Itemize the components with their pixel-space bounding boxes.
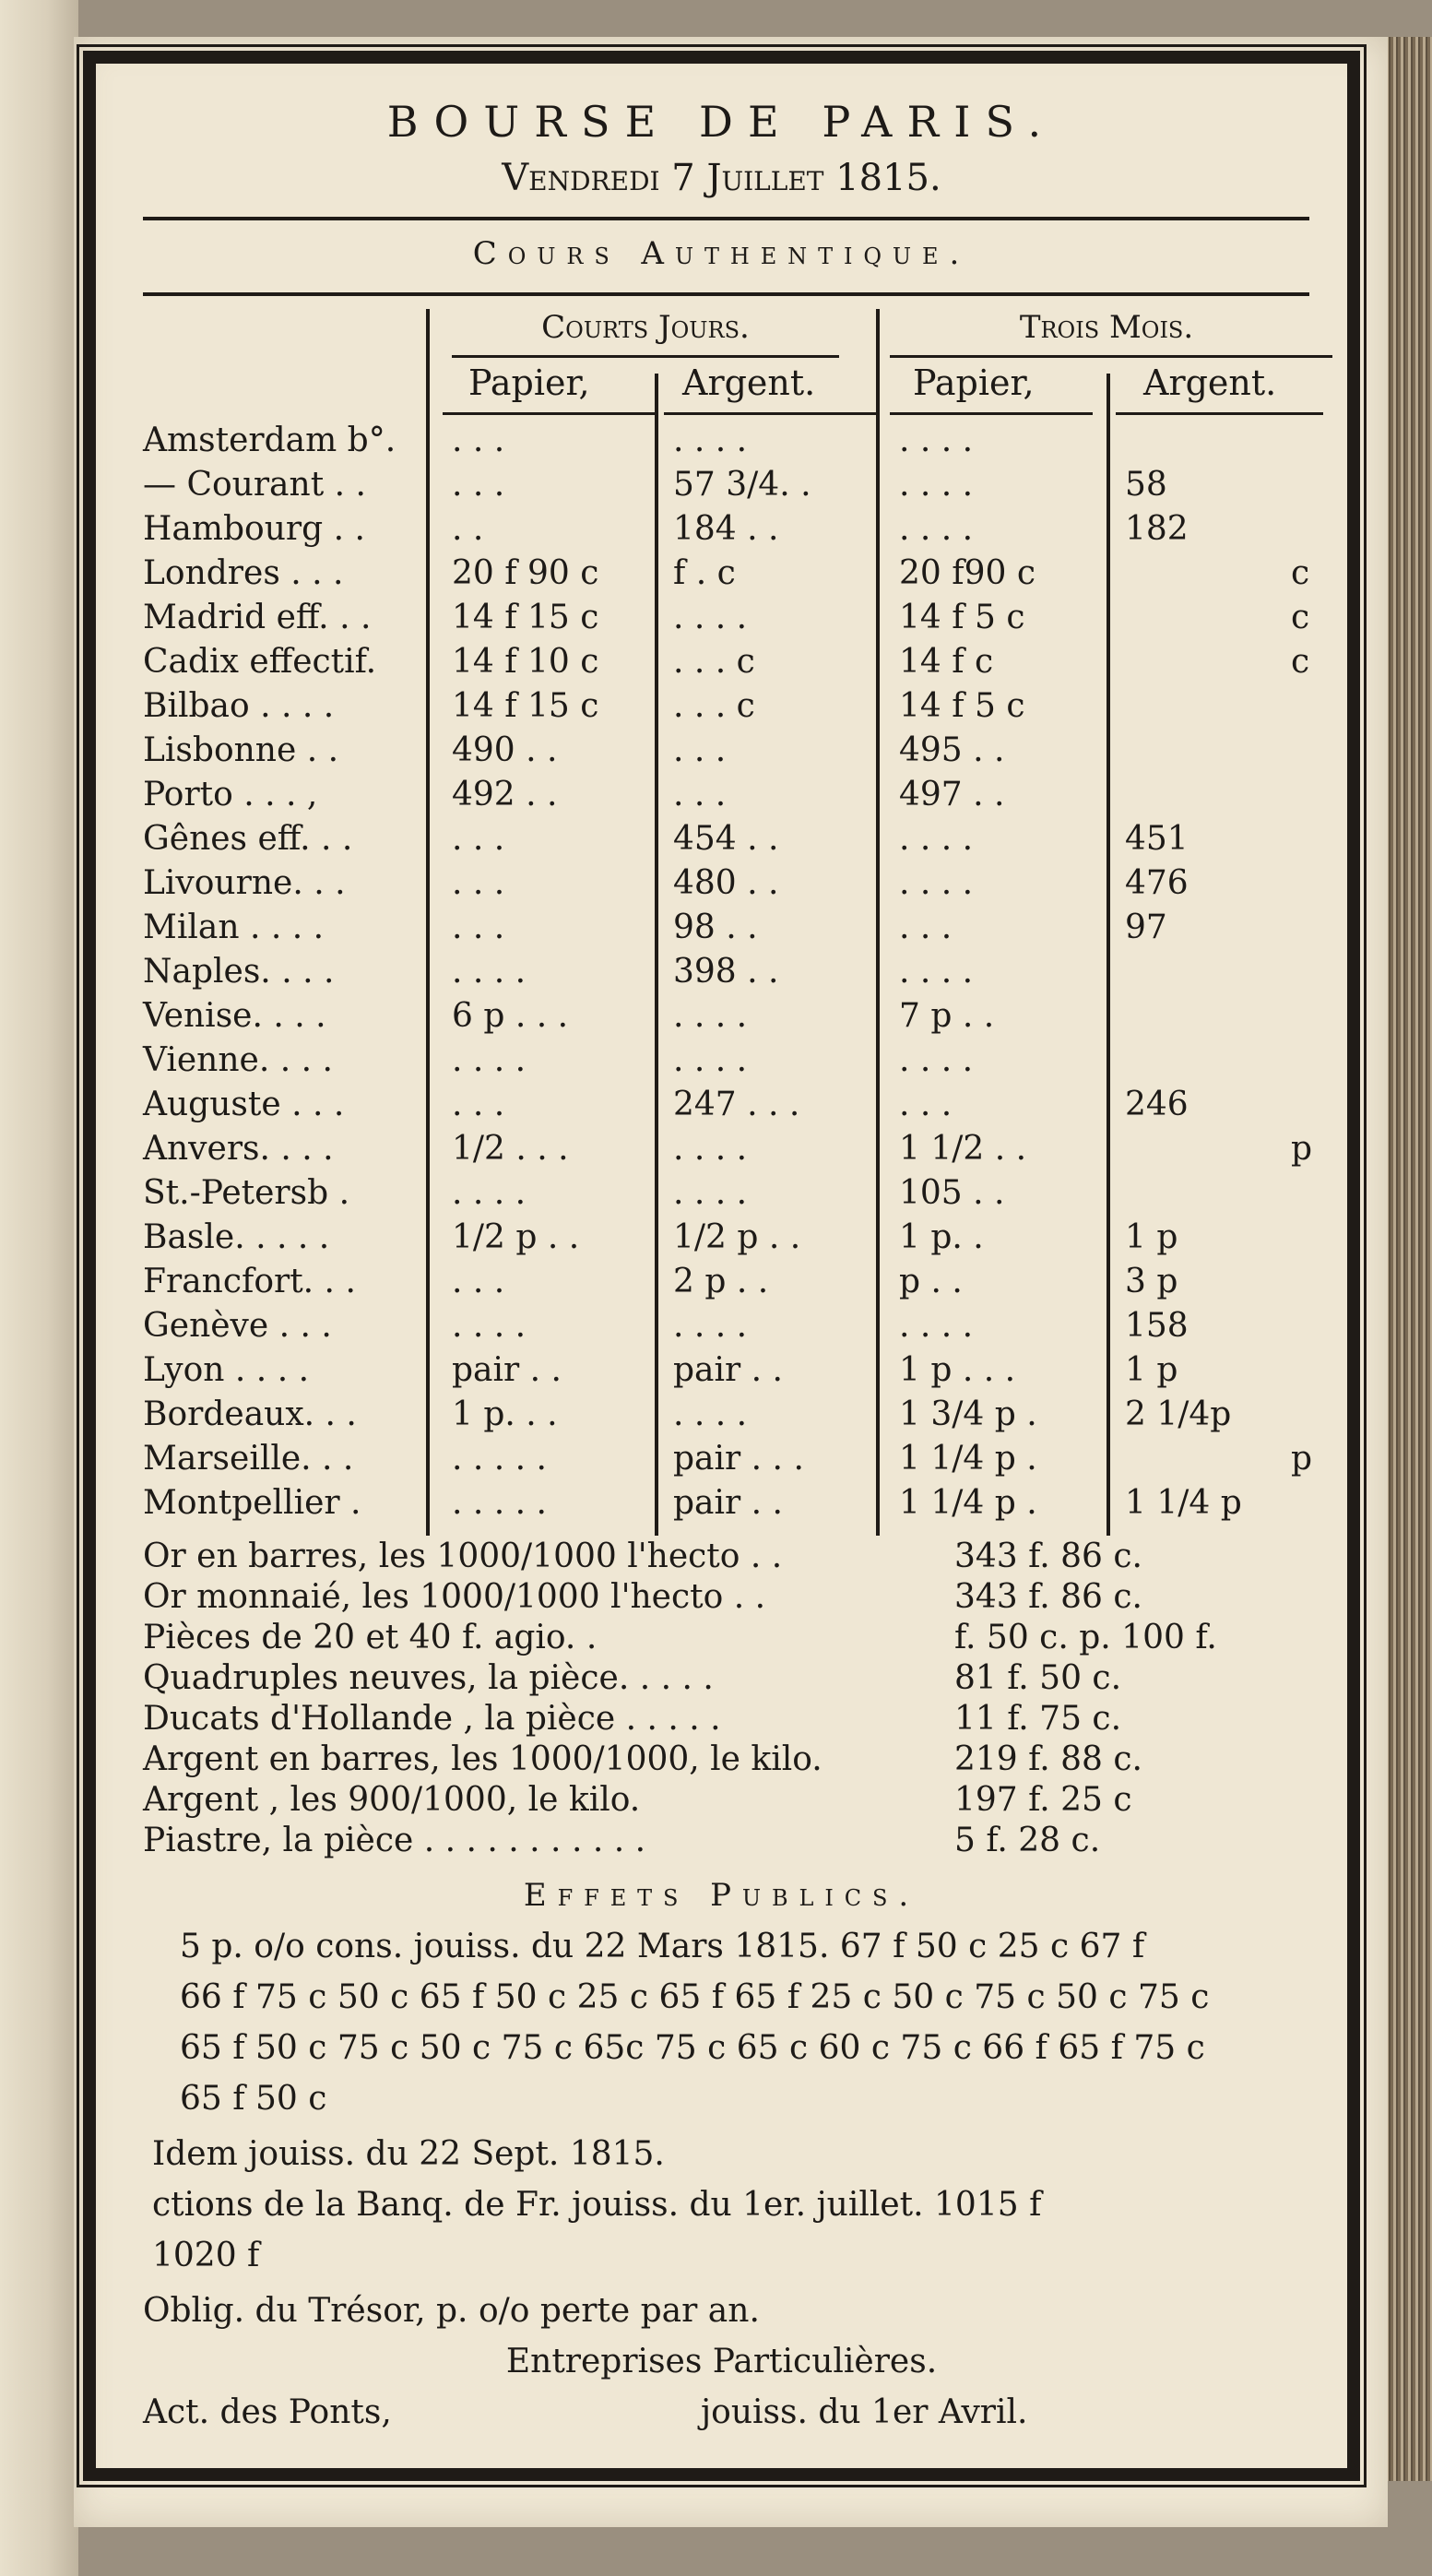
place-name: Hambourg . . xyxy=(143,510,365,548)
header-courts-jours: Courts Jours. xyxy=(541,309,750,346)
table-row xyxy=(111,597,1332,641)
rate-cj-papier: 14 f 10 c xyxy=(452,643,599,681)
metal-value: 343 f. 86 c. xyxy=(954,1578,1142,1616)
metal-label: Or en barres, les 1000/1000 l'hecto . . xyxy=(143,1537,783,1575)
rate-cj-argent: 1/2 p . . xyxy=(673,1218,801,1256)
place-name: Marseille. . . xyxy=(143,1440,354,1478)
place-name: Venise. . . . xyxy=(143,997,326,1035)
rate-cj-papier: . . . . xyxy=(452,1174,527,1212)
rate-cj-papier: 14 f 15 c xyxy=(452,599,599,636)
table-row xyxy=(111,1128,1332,1172)
rate-cj-argent: pair . . xyxy=(673,1351,784,1389)
rate-tm-argent: 58 xyxy=(1125,466,1167,504)
rate-tm-argent: p xyxy=(1291,1440,1313,1478)
rule-top xyxy=(143,217,1309,220)
page-date: Vendredi 7 Juillet 1815. xyxy=(502,157,941,199)
rate-tm-papier: . . . . xyxy=(899,1041,974,1079)
place-name: Amsterdam b°. xyxy=(143,421,396,459)
content xyxy=(111,78,1332,2458)
metal-label: Argent en barres, les 1000/1000, le kilo. xyxy=(143,1740,823,1778)
metal-value: 343 f. 86 c. xyxy=(954,1537,1142,1575)
table-row xyxy=(111,1482,1332,1526)
rate-cj-papier: 20 f 90 c xyxy=(452,554,599,592)
metal-value: 5 f. 28 c. xyxy=(954,1822,1101,1859)
table-row xyxy=(111,1261,1332,1305)
rate-cj-argent: 184 . . xyxy=(673,510,779,548)
table-row xyxy=(111,862,1332,907)
header-trois-mois: Trois Mois. xyxy=(1019,309,1194,346)
table-row xyxy=(111,508,1332,552)
entreprises-heading: Entreprises Particulières. xyxy=(505,2343,938,2380)
table-row xyxy=(111,1349,1332,1394)
rate-tm-papier: . . . . xyxy=(899,421,974,459)
rate-cj-papier: 1 p. . . xyxy=(452,1395,558,1433)
rate-cj-argent: 98 . . xyxy=(673,908,758,946)
effets-line: Idem jouiss. du 22 Sept. 1815. xyxy=(152,2135,665,2173)
place-name: Vienne. . . . xyxy=(143,1041,333,1079)
metal-label: Quadruples neuves, la pièce. . . . . xyxy=(143,1659,714,1697)
rate-tm-argent: 451 xyxy=(1125,820,1189,858)
rate-tm-argent: p xyxy=(1291,1130,1313,1168)
rate-tm-papier: . . . . xyxy=(899,510,974,548)
rate-cj-argent: . . . xyxy=(673,731,727,769)
ponts-label: Act. des Ponts, xyxy=(143,2393,392,2431)
rule-col-3 xyxy=(890,412,1093,415)
rate-tm-argent: c xyxy=(1291,643,1310,681)
place-name: Londres . . . xyxy=(143,554,344,592)
place-name: Bordeaux. . . xyxy=(143,1395,357,1433)
rate-tm-argent: 1 1/4 p xyxy=(1125,1484,1242,1522)
rate-cj-argent: . . . . xyxy=(673,1130,748,1168)
table-row xyxy=(111,1172,1332,1217)
table-row xyxy=(111,1394,1332,1438)
rate-tm-papier: 20 f90 c xyxy=(899,554,1036,592)
place-name: Lyon . . . . xyxy=(143,1351,310,1389)
rate-tm-papier: . . . . xyxy=(899,864,974,902)
table-row xyxy=(111,420,1332,464)
effets-line: 65 f 50 c 75 c 50 c 75 c 65c 75 c 65 c 60 c 75 c 66 f 65 f 75 c xyxy=(180,2029,1205,2067)
rate-cj-argent: 480 . . xyxy=(673,864,779,902)
rate-tm-argent: 158 xyxy=(1125,1307,1189,1345)
table-row xyxy=(111,685,1332,730)
rate-tm-papier: . . . . xyxy=(899,1307,974,1345)
metal-label: Ducats d'Hollande , la pièce . . . . . xyxy=(143,1700,721,1738)
table-row xyxy=(111,1084,1332,1128)
rate-tm-papier: . . . . xyxy=(899,466,974,504)
rate-tm-papier: . . . . xyxy=(899,953,974,991)
rate-cj-argent: 398 . . xyxy=(673,953,779,991)
place-name: Bilbao . . . . xyxy=(143,687,335,725)
brace-cj xyxy=(452,355,839,358)
rate-tm-papier: 1 1/2 . . xyxy=(899,1130,1027,1168)
metal-value: f. 50 c. p. 100 f. xyxy=(954,1619,1217,1656)
rate-tm-argent: 182 xyxy=(1125,510,1189,548)
rule-col-1 xyxy=(443,412,655,415)
rate-tm-papier: 1 1/4 p . xyxy=(899,1484,1037,1522)
place-name: Cadix effectif. xyxy=(143,643,377,681)
metal-label: Piastre, la pièce . . . . . . . . . . . xyxy=(143,1822,646,1859)
rate-tm-papier: 1 p . . . xyxy=(899,1351,1016,1389)
rate-tm-argent: c xyxy=(1291,554,1310,592)
page-title: BOURSE DE PARIS. xyxy=(386,97,1057,147)
place-name: Montpellier . xyxy=(143,1484,361,1522)
place-name: Anvers. . . . xyxy=(143,1130,334,1168)
effets-line: 65 f 50 c xyxy=(180,2080,327,2118)
rate-cj-papier: . . . xyxy=(452,1263,505,1300)
rate-cj-papier: 6 p . . . xyxy=(452,997,569,1035)
place-name: Francfort. . . xyxy=(143,1263,356,1300)
rate-tm-papier: 7 p . . xyxy=(899,997,995,1035)
rate-tm-papier: 14 f 5 c xyxy=(899,687,1025,725)
metal-label: Or monnaié, les 1000/1000 l'hecto . . xyxy=(143,1578,766,1616)
table-row xyxy=(111,774,1332,818)
place-name: Madrid eff. . . xyxy=(143,599,372,636)
rate-cj-argent: f . c xyxy=(673,554,736,592)
metal-label: Pièces de 20 et 40 f. agio. . xyxy=(143,1619,598,1656)
rate-tm-papier: . . . . xyxy=(899,820,974,858)
rate-cj-argent: pair . . . xyxy=(673,1440,804,1478)
rate-cj-papier: . . . . xyxy=(452,1041,527,1079)
rate-tm-papier: . . . xyxy=(899,1086,953,1123)
rate-tm-argent: 246 xyxy=(1125,1086,1189,1123)
rate-cj-papier: . . . xyxy=(452,864,505,902)
place-name: Lisbonne . . xyxy=(143,731,339,769)
rate-cj-argent: . . . . xyxy=(673,599,748,636)
effets-line: 1020 f xyxy=(152,2237,260,2274)
header-argent-cj: Argent. xyxy=(682,362,816,403)
ponts-jouiss: jouiss. du 1er Avril. xyxy=(701,2393,1028,2431)
table-row xyxy=(111,907,1332,951)
brace-tm xyxy=(890,355,1332,358)
rate-cj-argent: . . . . xyxy=(673,1041,748,1079)
rate-cj-argent: . . . . xyxy=(673,1307,748,1345)
rate-tm-argent: 3 p xyxy=(1125,1263,1178,1300)
table-row xyxy=(111,1039,1332,1084)
rate-tm-argent: 476 xyxy=(1125,864,1189,902)
table-row xyxy=(111,995,1332,1039)
rate-cj-papier: . . . xyxy=(452,466,505,504)
rate-tm-argent: 97 xyxy=(1125,908,1167,946)
rate-cj-argent: 454 . . xyxy=(673,820,779,858)
metal-label: Argent , les 900/1000, le kilo. xyxy=(143,1781,641,1819)
rate-cj-papier: . . xyxy=(452,510,484,548)
place-name: Basle. . . . . xyxy=(143,1218,330,1256)
table-row xyxy=(111,818,1332,862)
rate-tm-argent: c xyxy=(1291,599,1310,636)
rate-cj-argent: 2 p . . xyxy=(673,1263,769,1300)
rate-cj-argent: 57 3/4. . xyxy=(673,466,811,504)
rate-cj-papier: pair . . xyxy=(452,1351,562,1389)
rate-cj-papier: . . . . . xyxy=(452,1440,547,1478)
place-name: Genève . . . xyxy=(143,1307,332,1345)
rate-cj-papier: . . . . . xyxy=(452,1484,547,1522)
metal-value: 11 f. 75 c. xyxy=(954,1700,1122,1738)
table-row xyxy=(111,1305,1332,1349)
effets-heading: Effets Publics. xyxy=(523,1877,920,1914)
place-name: Naples. . . . xyxy=(143,953,335,991)
table-row xyxy=(111,951,1332,995)
effets-line: 5 p. o/o cons. jouiss. du 22 Mars 1815. 67 f 50 c 25 c 67 f xyxy=(180,1928,1145,1965)
table-row xyxy=(111,552,1332,597)
rate-cj-papier: 14 f 15 c xyxy=(452,687,599,725)
table-row xyxy=(111,1438,1332,1482)
rate-tm-papier: 497 . . xyxy=(899,776,1005,813)
rate-cj-argent: . . . . xyxy=(673,1174,748,1212)
table-row xyxy=(111,464,1332,508)
rate-cj-argent: 247 . . . xyxy=(673,1086,800,1123)
rate-tm-papier: 105 . . xyxy=(899,1174,1005,1212)
place-name: St.-Petersb . xyxy=(143,1174,350,1212)
place-name: Porto . . . , xyxy=(143,776,318,813)
rate-cj-papier: . . . xyxy=(452,1086,505,1123)
place-name: — Courant . . xyxy=(143,466,366,504)
rate-cj-papier: 1/2 . . . xyxy=(452,1130,569,1168)
rate-cj-papier: 1/2 p . . xyxy=(452,1218,580,1256)
oblig-line: Oblig. du Trésor, p. o/o perte par an. xyxy=(143,2292,760,2330)
rate-tm-papier: . . . xyxy=(899,908,953,946)
place-name: Livourne. . . xyxy=(143,864,346,902)
rate-tm-papier: 1 1/4 p . xyxy=(899,1440,1037,1478)
rule-sub xyxy=(143,292,1309,296)
rate-cj-papier: 492 . . xyxy=(452,776,558,813)
rate-cj-papier: 490 . . xyxy=(452,731,558,769)
metal-value: 197 f. 25 c xyxy=(954,1781,1132,1819)
metal-value: 219 f. 88 c. xyxy=(954,1740,1142,1778)
rate-tm-papier: 1 p. . xyxy=(899,1218,984,1256)
rate-cj-papier: . . . xyxy=(452,820,505,858)
effets-line: 66 f 75 c 50 c 65 f 50 c 25 c 65 f 65 f 25 c 50 c 75 c 50 c 75 c xyxy=(180,1978,1210,2016)
rate-cj-papier: . . . xyxy=(452,908,505,946)
metal-value: 81 f. 50 c. xyxy=(954,1659,1122,1697)
table-row xyxy=(111,1217,1332,1261)
rate-cj-papier: . . . xyxy=(452,421,505,459)
table-row xyxy=(111,641,1332,685)
table-row xyxy=(111,730,1332,774)
rate-cj-argent: . . . c xyxy=(673,643,755,681)
rate-cj-argent: pair . . xyxy=(673,1484,784,1522)
book-gutter xyxy=(0,0,78,2576)
rate-tm-argent: 1 p xyxy=(1125,1218,1178,1256)
rate-cj-papier: . . . . xyxy=(452,1307,527,1345)
header-papier-tm: Papier, xyxy=(913,362,1035,403)
place-name: Gênes eff. . . xyxy=(143,820,353,858)
rate-tm-papier: 14 f 5 c xyxy=(899,599,1025,636)
rule-col-2 xyxy=(664,412,876,415)
header-argent-tm: Argent. xyxy=(1143,362,1277,403)
effets-line: ctions de la Banq. de Fr. jouiss. du 1er. juillet. 1015 f xyxy=(152,2186,1042,2224)
header-papier-cj: Papier, xyxy=(468,362,590,403)
rate-cj-argent: . . . . xyxy=(673,997,748,1035)
page-edges xyxy=(1383,37,1432,2481)
rule-col-4 xyxy=(1116,412,1323,415)
rate-cj-argent: . . . c xyxy=(673,687,755,725)
rate-tm-papier: 1 3/4 p . xyxy=(899,1395,1037,1433)
place-name: Milan . . . . xyxy=(143,908,325,946)
rate-cj-argent: . . . xyxy=(673,776,727,813)
rate-cj-argent: . . . . xyxy=(673,1395,748,1433)
rate-tm-argent: 2 1/4p xyxy=(1125,1395,1232,1433)
subtitle: Cours Authentique. xyxy=(472,235,971,272)
rate-cj-papier: . . . . xyxy=(452,953,527,991)
rate-cj-argent: . . . . xyxy=(673,421,748,459)
rate-tm-papier: p . . xyxy=(899,1263,963,1300)
place-name: Auguste . . . xyxy=(143,1086,345,1123)
rate-tm-papier: 14 f c xyxy=(899,643,994,681)
rate-tm-papier: 495 . . xyxy=(899,731,1005,769)
rate-tm-argent: 1 p xyxy=(1125,1351,1178,1389)
